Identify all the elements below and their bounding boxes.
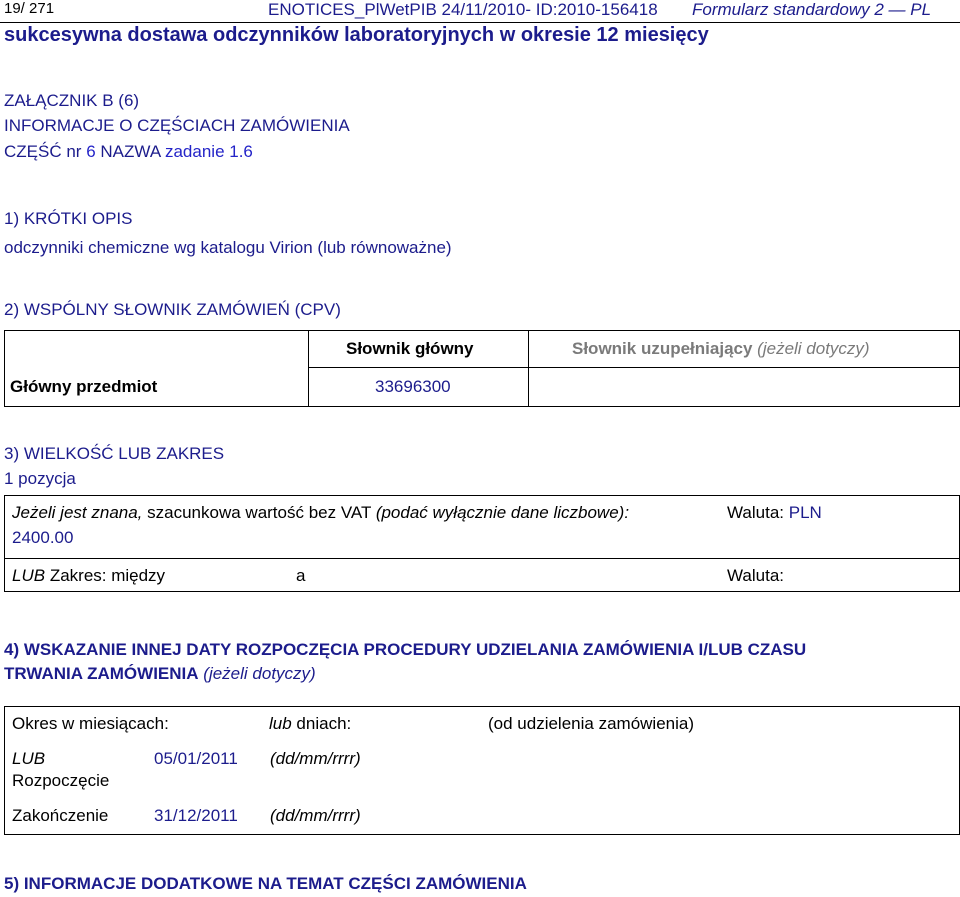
estimate-label-main: szacunkowa wartość bez VAT <box>147 503 372 522</box>
range-label: Zakres: między <box>49 566 166 585</box>
cpv-main-header: Słownik główny <box>346 339 474 358</box>
months-label: Okres w miesiącach: <box>12 714 169 733</box>
from-award-note: (od udzielenia zamówienia) <box>488 714 695 733</box>
cpv-supp-note: (jeżeli dotyczy) <box>757 339 870 358</box>
header-rule <box>0 22 960 23</box>
value-divider <box>4 558 959 559</box>
quantity-text: 1 pozycja <box>4 469 76 488</box>
start-lub: LUB <box>12 749 46 768</box>
end-date: 31/12/2011 <box>154 806 238 825</box>
section4-heading-line1: 4) WSKAZANIE INNEJ DATY ROZPOCZĘCIA PROCEDURY UDZIELANIA ZAMÓWIENIA I/LUB CZASU <box>4 640 807 659</box>
range-lub: LUB <box>12 566 46 585</box>
cpv-supp-header <box>572 339 870 359</box>
cpv-main-code: 33696300 <box>375 377 451 396</box>
section3-heading: 3) WIELKOŚĆ LUB ZAKRES <box>4 444 225 463</box>
document-title: sukcesywna dostawa odczynników laboratoryjnych w okresie 12 miesięcy <box>4 24 709 46</box>
currency-label: Waluta: <box>727 503 785 522</box>
estimate-label-italic-1: Jeżeli jest znana, <box>12 503 143 522</box>
part-number: 6 <box>86 142 96 161</box>
cpv-row-label: Główny przedmiot <box>10 377 158 396</box>
section5-heading: 5) INFORMACJE DODATKOWE NA TEMAT CZĘŚCI ZAMÓWIENIA <box>4 874 527 893</box>
end-label: Zakończenie <box>12 806 109 825</box>
page-number: 19/ 271 <box>4 0 55 17</box>
days-lub: lub <box>269 714 292 733</box>
end-date-format: (dd/mm/rrrr) <box>270 806 361 825</box>
start-date: 05/01/2011 <box>154 749 238 768</box>
days-label: dniach: <box>296 714 352 733</box>
part-line <box>4 142 253 162</box>
start-date-format: (dd/mm/rrrr) <box>270 749 361 768</box>
estimate-label-italic-2: (podać wyłącznie dane liczbowe): <box>375 503 630 522</box>
cpv-divider-2 <box>528 330 529 406</box>
range-line <box>12 566 165 586</box>
currency-value: PLN <box>788 503 822 522</box>
estimate-value: 2400.00 <box>12 528 74 547</box>
start-label: Rozpoczęcie <box>12 771 110 790</box>
form-type: Formularz standardowy 2 — PL <box>692 0 932 19</box>
section2-heading: 2) WSPÓLNY SŁOWNIK ZAMÓWIEŃ (CPV) <box>4 300 341 319</box>
range-a: a <box>296 566 306 585</box>
name-label: NAZWA <box>100 142 161 161</box>
name-value: zadanie 1.6 <box>164 142 253 161</box>
cpv-supp-label: Słownik uzupełniający <box>572 339 753 358</box>
cpv-divider-1 <box>308 330 309 406</box>
section1-heading: 1) KRÓTKI OPIS <box>4 209 133 228</box>
section4-heading-line2 <box>4 664 316 684</box>
section4-heading-note: (jeżeli dotyczy) <box>203 664 316 683</box>
short-description: odczynniki chemiczne wg katalogu Virion (lub równoważne) <box>4 238 452 257</box>
part-label: CZĘŚĆ nr <box>4 142 82 161</box>
range-currency-label: Waluta: <box>727 566 785 585</box>
annex-subheading: INFORMACJE O CZĘŚCIACH ZAMÓWIENIA <box>4 116 350 135</box>
section4-heading-line2-text: TRWANIA ZAMÓWIENIA <box>4 664 199 683</box>
notice-id: ENOTICES_PlWetPIB 24/11/2010- ID:2010-156418 <box>268 0 658 19</box>
days-line <box>269 714 351 734</box>
cpv-divider-row <box>308 367 959 368</box>
estimate-label <box>12 503 629 523</box>
annex-heading: ZAŁĄCZNIK B (6) <box>4 91 140 110</box>
currency-line <box>727 503 822 523</box>
